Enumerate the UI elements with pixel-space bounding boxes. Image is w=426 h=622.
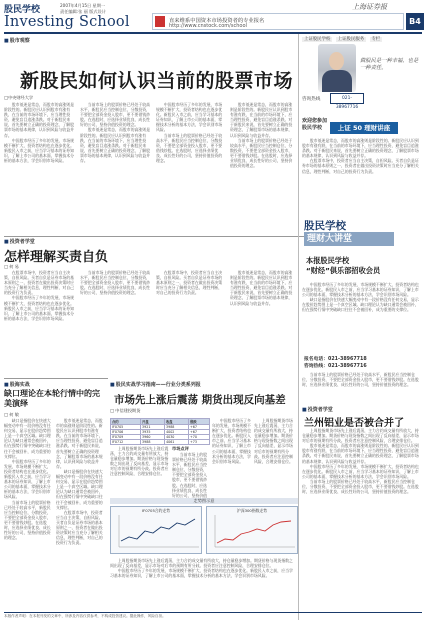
index-chart (206, 506, 298, 554)
issue-editor: 责任编辑:张 丽 版式设计 (60, 8, 106, 14)
main-article-col-1 (4, 102, 76, 234)
sidebar-news-title[interactable]: 兰州铝业是否被合并了 (304, 418, 404, 429)
main-article-byline: □中央财经大学 (4, 95, 34, 100)
sidebar-tab[interactable]: 专栏 (371, 37, 381, 42)
sidebar-divider (298, 34, 299, 620)
issue-info (60, 3, 106, 14)
hotline-number[interactable]: 021-38967716 (330, 93, 364, 104)
table-cell: 4030 (165, 435, 189, 440)
table-cell: +73 (189, 440, 210, 445)
buy-article-paragraph: 当前市场上的股票价格已经处于较高水平，新股民应当控制仓位，分散投资，不要把全部资金投入股市，更不要借钱炒股。在选股时，应选择业绩优良、成长性好的公司，坚持价值投资的理念。 (80, 270, 151, 296)
table-cell: IF0705 (111, 425, 141, 430)
theory-article-paragraph: 缺口是指股价在快速大幅变动中有一段价格没有任何交易，显示在股价趋势图上是一个真空区域。缺口理论认为缺口通常会被回补，但在强势行情中突破缺口往往不会被回补，成为重要的支撑位。 (4, 418, 51, 459)
main-article-col-3 (156, 102, 226, 234)
event-phone[interactable]: 报名电话：021-38967718 咨询热线：021-38967716 (304, 357, 367, 369)
buy-article-col-3 (156, 270, 226, 376)
main-article-col-2 (80, 102, 152, 234)
table-cell: 涨跌 (189, 419, 210, 425)
theory-article-paragraph: 在股票市场中，投资者应当自主决策，自担风险。买者自负是证券市场的基本原则之一，投资者在做出投资决策时应当充分了解相关信息，理性判断，对自己的投资行为负责。 (56, 509, 103, 546)
event-paragraph: 中国股市经历了多年的发展，市场规模不断扩大，投资者结构也在逐步优化。新股民入市之前，应当学习基本的证券知识，了解上市公司的基本面，掌握技术分析的基本方法，学会识别市场风险。 (302, 282, 419, 298)
market-article-paragraph: 中国股市经历了多年的发展，市场规模不断扩大，投资者结构也在逐步优化。新股民入市之前，应当学习基本的证券知识，了解上市公司的基本面，掌握技术分析的基本方法，学会识别市场风险。 (212, 418, 251, 464)
theory-article-paragraph: 当前市场上的股票价格已经处于较高水平，新股民应当控制仓位，分散投资，不要把全部资金投入股市，更不要借钱炒股。在选股时，应选择业绩优良、成长性好的公司，坚持价值投资的理念。 (4, 499, 51, 541)
buy-article-paragraph: 在股票市场中，投资者应当自主决策，自担风险。买者自负是证券市场的基本原则之一，投资者在做出投资决策时应当充分了解相关信息，理性判断，对自己的投资行为负责。 (4, 270, 75, 296)
sidebar-news-paragraph: 当前市场上的股票价格已经处于较高水平，新股民应当控制仓位，分散投资，不要把全部资金投入股市，更不要借钱炒股。在选股时，应选择业绩优良、成长性好的公司，坚持价值投资的理念。 (302, 478, 419, 495)
table-cell: 3935 (141, 430, 165, 435)
issue-date: 2007年4月15日 星期一 (60, 3, 106, 8)
futures-chart-plot (111, 507, 203, 555)
market-review-label: 市场点评 (172, 446, 189, 451)
sidebar-news-tag: ■ 投资者学堂 (302, 406, 333, 413)
sidebar-block-title: 欢迎您参加股民学校 (302, 118, 328, 131)
futures-chart-title: IF0705合约走势 (141, 508, 171, 513)
section-name-cn: 股民学校 (4, 5, 41, 15)
banner-url[interactable]: http://www.cnstock.com/school (169, 23, 247, 29)
table-cell: 3960 (141, 435, 165, 440)
index-chart-plot (207, 507, 299, 555)
buy-article-paragraph: 中国股市经历了多年的发展，市场规模不断扩大，投资者结构也在逐步优化。新股民入市之前，应当学习基本的证券知识，了解上市公司的基本面，掌握技术分析的基本方法，学会识别市场风险。 (4, 295, 75, 321)
theory-article-col-2 (56, 418, 106, 608)
section-divider (4, 236, 304, 237)
sidebar-paragraph: 在股票市场中，投资者应当自主决策，自担风险。买者自负是证券市场的基本原则之一，投资者在做出投资决策时应当充分了解相关信息，理性判断，对自己的投资行为负责。 (302, 158, 419, 174)
buy-article-title[interactable]: 怎样理解买责自负 (4, 250, 109, 265)
sidebar-intro (302, 138, 420, 212)
lecture-title-banner: 理财大讲堂 (304, 232, 394, 246)
masthead (0, 0, 426, 50)
event-notes (302, 372, 420, 402)
banner-text: 直来维系中国资本市场投资者的专业报名 (169, 18, 265, 24)
sidebar-news-paragraph: 中国股市经历了多年的发展，市场规模不断扩大，投资者结构也在逐步优化。新股民入市之前，应当学习基本的证券知识，了解上市公司的基本面，掌握技术分析的基本方法，学会识别市场风险。 (302, 463, 419, 479)
sidebar-tab[interactable]: 上证股民学校 (304, 37, 331, 42)
market-article-paragraph: 上周股指期货市场先上涨后震荡，主力合约成交量有所放大，持仓量稳步增加。期货价格与现货指数之间出现了反向基差，显示市场对后市的预期有所分歧。投资者应注意控制风险，合理安排仓位。 (254, 418, 293, 464)
banner-logo-icon (155, 16, 165, 27)
table-cell: 3921 (141, 425, 165, 430)
buy-article-col-2 (80, 270, 152, 376)
futures-chart (110, 506, 202, 554)
table-cell: +67 (189, 425, 210, 430)
header-banner[interactable] (152, 13, 404, 30)
table-cell: 3988 (165, 425, 189, 430)
sidebar-news-paragraph: 上周股指期货市场先上涨后震荡，主力合约成交量有所放大，持仓量稳步增加。期货价格与现货指数之间出现了反向基差，显示市场对后市的预期有所分歧。投资者应注意控制风险，合理安排仓位。 (302, 428, 419, 444)
market-article-title[interactable]: 市场先上涨后震荡 期货出现反向基差 (114, 394, 286, 406)
theory-article-paragraph: 缺口是指股价在快速大幅变动中有一段价格没有任何交易，显示在股价趋势图上是一个真空区域。缺口理论认为缺口通常会被回补，但在强势行情中突破缺口往往不会被回补，成为重要的支撑位。 (56, 468, 103, 510)
table-cell: +67 (189, 430, 210, 435)
main-article-paragraph: 股市低迷是常态，而股市的高涨则是阶段性的。新股民应认识到股市有涨有跌，在当前的市场环境下，应当理性投资，避免盲目追涨杀跌。对于新股民来说，首先要树立正确的投资理念，了解股票市场的基本规律，认识到风险与收益并存。 (80, 127, 151, 164)
sidebar-paragraph: 股市低迷是常态，而股市的高涨则是阶段性的。新股民应认识到股市有涨有跌，在当前的市场环境下，应当理性投资，避免盲目追涨杀跌。对于新股民来说，首先要树立正确的投资理念，了解股票市场的基本规律，认识到风险与收益并存。 (302, 138, 419, 159)
theory-article-title[interactable]: 缺口理论在本轮行情中的完美演绎 (4, 389, 100, 408)
section-divider (4, 378, 108, 379)
table-cell: 合约 (111, 419, 141, 425)
event-title[interactable]: 本报股民学校 “财经”俱乐部招收会员 (306, 256, 381, 275)
table-cell: +70 (189, 435, 210, 440)
main-article-paragraph: 当前市场上的股票价格已经处于较高水平，新股民应当控制仓位，分散投资，不要把全部资金投入股市，更不要借钱炒股。在选股时，应选择业绩优良、成长性好的公司，坚持价值投资的理念。 (230, 137, 293, 169)
event-paragraph: 当前市场上的股票价格已经处于较高水平，新股民应当控制仓位，分散投资，不要把全部资金投入股市，更不要借钱炒股。在选股时，应选择业绩优良、成长性好的公司，坚持价值投资的理念。 (302, 372, 419, 388)
market-article-paragraph: 中国股市经历了多年的发展，市场规模不断扩大，投资者结构也在逐步优化。新股民入市之前，应当学习基本的证券知识，了解上市公司的基本面，掌握技术分析的基本方法，学会识别市场风险。 (110, 568, 293, 579)
buy-article-col-4 (230, 270, 296, 376)
table-cell: 4061 (165, 440, 189, 445)
page-footer: 本版作者声明：在本报刊发的文章中，所涉及内容仅供参考，不构成投资建议。据此操作，风险自担。 (4, 612, 422, 619)
market-article-tag: ■ 股民实战学习指南——行业分类系列报 (110, 381, 201, 388)
event-paragraph: 缺口是指股价在快速大幅变动中有一段价格没有任何交易，显示在股价趋势图上是一个真空区域。缺口理论认为缺口通常会被回补，但在强势行情中突破缺口往往不会被回补，成为重要的支撑位。 (302, 297, 419, 313)
table-row (111, 440, 210, 445)
market-article-byline: □ 中信建投期货 (110, 408, 141, 413)
index-chart-title: 沪深300指数走势 (236, 508, 268, 513)
futures-data-table (110, 418, 210, 445)
market-article-paragraph: 上周股指期货市场先上涨后震荡，主力合约成交量有所放大，持仓量稳步增加。期货价格与现货指数之间出现了反向基差，显示市场对后市的预期有所分歧。投资者应注意控制风险，合理安排仓位。 (110, 558, 293, 569)
section-name-en: Investing School (4, 14, 130, 30)
columnist-face (329, 52, 344, 70)
table-cell: 3988 (141, 440, 165, 445)
buy-article-tag: ■ 投资者学堂 (4, 238, 35, 245)
main-article-col-4 (230, 102, 296, 234)
theory-article-byline: □ 何 敏 (4, 412, 19, 417)
columnist-photo (318, 44, 356, 92)
table-cell: IF0709 (111, 435, 141, 440)
main-article-paragraph: 当前市场上的股票价格已经处于较高水平，新股民应当控制仓位，分散投资，不要把全部资金投入股市，更不要借钱炒股。在选股时，应选择业绩优良、成长性好的公司，坚持价值投资的理念。 (156, 132, 223, 164)
main-article-paragraph: 股市低迷是常态，而股市的高涨则是阶段性的。新股民应认识到股市有涨有跌，在当前的市场环境下，应当理性投资，避免盲目追涨杀跌。对于新股民来说，首先要树立正确的投资理念，了解股票市场的基本规律，认识到风险与收益并存。 (230, 102, 293, 138)
event-description (302, 282, 420, 354)
table-cell: IF0712 (111, 440, 141, 445)
theory-article-paragraph: 股市低迷是常态，而股市的高涨则是阶段性的。新股民应认识到股市有涨有跌，在当前的市场环境下，应当理性投资，避免盲目追涨杀跌。对于新股民来说，首先要树立正确的投资理念，了解股票市场的基本规律，认识到风险与收益并存。 (56, 418, 103, 469)
market-article-col-3 (254, 418, 296, 496)
table-cell: 4002 (165, 430, 189, 435)
header-rule (4, 32, 422, 34)
theory-article-paragraph: 中国股市经历了多年的发展，市场规模不断扩大，投资者结构也在逐步优化。新股民入市之前，应当学习基本的证券知识，了解上市公司的基本面，掌握技术分析的基本方法，学会识别市场风险。 (4, 458, 51, 500)
main-article-paragraph: 中国股市经历了多年的发展，市场规模不断扩大，投资者结构也在逐步优化。新股民入市之前，应当学习基本的证券知识，了解上市公司的基本面，掌握技术分析的基本方法，学会识别市场风险。 (156, 102, 223, 133)
theory-article-col-1 (4, 418, 54, 608)
buy-article-byline: □ 何 易 (4, 264, 19, 269)
sidebar-quote: 做股民是一种幸福，也是一种责任。 (360, 58, 419, 71)
table-cell: 收盘 (165, 419, 189, 425)
sidebar-tab[interactable]: 上证股民服务 (337, 37, 365, 42)
main-article-paragraph: 中国股市经历了多年的发展，市场规模不断扩大，投资者结构也在逐步优化。新股民入市之前，应当学习基本的证券知识，了解上市公司的基本面，掌握技术分析的基本方法，学会识别市场风险。 (4, 137, 75, 164)
chart-band: 走势图示意 (110, 498, 298, 504)
sidebar-news-body (302, 428, 420, 608)
main-article-paragraph: 当前市场上的股票价格已经处于较高水平，新股民应当控制仓位，分散投资，不要把全部资金投入股市，更不要借钱炒股。在选股时，应选择业绩优良、成长性好的公司，坚持价值投资的理念。 (80, 102, 151, 128)
main-article-tag: ■ 股市观察 (4, 37, 30, 44)
market-article-paragraph: 上周股指期货市场先上涨后震荡，主力合约成交量有所放大，持仓量稳步增加。期货价格与现货指数之间出现了反向基差，显示市场对后市的预期有所分歧。投资者应注意控制风险，合理安排仓位。 (110, 446, 169, 477)
buy-article-col-1 (4, 270, 76, 376)
buy-article-paragraph: 股市低迷是常态，而股市的高涨则是阶段性的。新股民应认识到股市有涨有跌，在当前的市场环境下，应当理性投资，避免盲目追涨杀跌。对于新股民来说，首先要树立正确的投资理念，了解股票市场的基本规律，认识到风险与收益并存。 (230, 270, 293, 306)
newspaper-logo: 上海证券报 (352, 3, 387, 11)
buy-article-paragraph: 在股票市场中，投资者应当自主决策，自担风险。买者自负是证券市场的基本原则之一，投资者在做出投资决策时应当充分了解相关信息，理性判断，对自己的投资行为负责。 (156, 270, 223, 296)
lecture-title-cn: 股民学校 (304, 220, 346, 232)
main-article-paragraph: 股市低迷是常态，而股市的高涨则是阶段性的。新股民应认识到股市有涨有跌，在当前的市场环境下，应当理性投资，避免盲目追涨杀跌。对于新股民来说，首先要树立正确的投资理念，了解股票市场的基本规律，认识到风险与收益并存。 (4, 102, 75, 138)
market-article-paragraph: 当前市场上的股票价格已经处于较高水平，新股民应当控制仓位，分散投资，不要把全部资金投入股市，更不要借钱炒股。在选股时，应选择业绩优良、成长性好的公司，坚持价值 (172, 452, 208, 498)
market-article-col-2 (212, 418, 252, 496)
page-code: B4 (406, 13, 424, 30)
lecture-pill-button[interactable]: 上证 50 理财讲座 (330, 122, 398, 134)
sidebar-tabs (302, 36, 384, 42)
market-article-col-4 (172, 452, 210, 496)
market-article-col-1 (110, 446, 170, 496)
main-article-title[interactable]: 新股民如何认识当前的股票市场 (20, 70, 294, 92)
table-cell: IF0706 (111, 430, 141, 435)
table-cell: 开盘 (141, 419, 165, 425)
hotline-label: 咨询热线 (302, 97, 321, 102)
theory-article-tag: ■ 股海实战 (4, 381, 30, 388)
columnist-body (322, 70, 352, 92)
market-article-bottom (110, 558, 296, 608)
sidebar-news-paragraph: 股市低迷是常态，而股市的高涨则是阶段性的。新股民应认识到股市有涨有跌，在当前的市场环境下，应当理性投资，避免盲目追涨杀跌。对于新股民来说，首先要树立正确的投资理念，了解股票市场的基本规律，认识到风险与收益并存。 (302, 443, 419, 464)
